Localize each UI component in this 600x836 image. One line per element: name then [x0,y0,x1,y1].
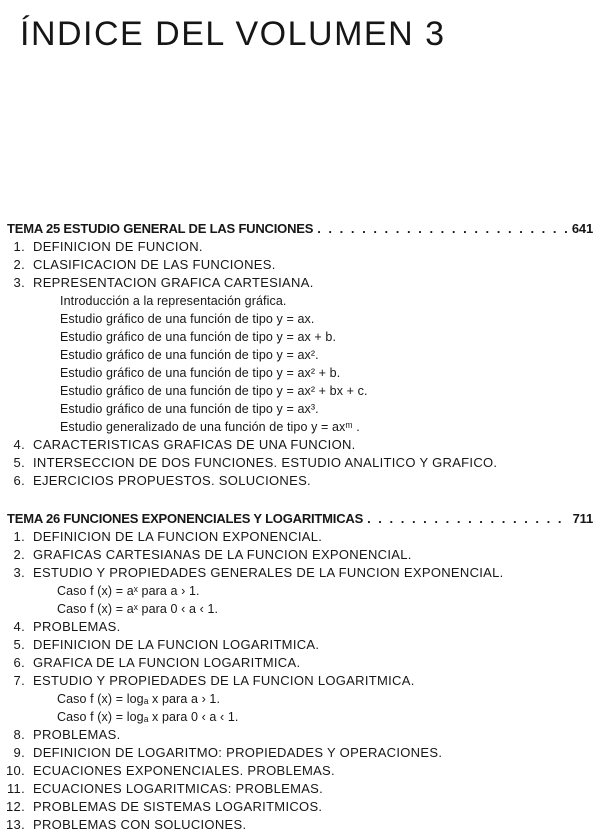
tema-title: TEMA 26 FUNCIONES EXPONENCIALES Y LOGARITMICAS [7,511,364,526]
toc-subitem: Estudio generalizado de una función de tipo y = axᵐ . [60,420,360,434]
item-label: PROBLEMAS. [33,727,121,742]
item-number: 1. [13,239,25,254]
tema-page-number: 641 [571,221,593,236]
item-label: CARACTERISTICAS GRAFICAS DE UNA FUNCION. [33,437,356,452]
item-label: CLASIFICACION DE LAS FUNCIONES. [33,257,276,272]
page-title: ÍNDICE DEL VOLUMEN 3 [20,15,446,53]
toc-item [0,564,600,582]
tema-page-number: 711 [572,511,593,526]
item-number: 13. [6,817,25,832]
toc-subitem: Caso f (x) = aˣ para a › 1. [57,584,200,598]
toc-item [0,762,600,780]
tema-header [7,220,593,238]
item-number: 10. [6,763,25,778]
item-label: ESTUDIO Y PROPIEDADES DE LA FUNCION LOGARITMICA. [33,673,415,688]
item-label: EJERCICIOS PROPUESTOS. SOLUCIONES. [33,473,311,488]
toc-item [0,726,600,744]
item-number: 8. [13,727,25,742]
toc-item [0,618,600,636]
toc-subitem: Estudio gráfico de una función de tipo y = ax² + bx + c. [60,384,368,398]
toc-item [0,528,600,546]
item-label: DEFINICION DE LOGARITMO: PROPIEDADES Y OPERACIONES. [33,745,443,760]
item-label: ESTUDIO Y PROPIEDADES GENERALES DE LA FUNCION EXPONENCIAL. [33,565,504,580]
item-number: 6. [13,655,25,670]
item-number: 2. [13,547,25,562]
toc-item [0,472,600,490]
toc-item [0,780,600,798]
item-label: PROBLEMAS DE SISTEMAS LOGARITMICOS. [33,799,323,814]
toc-item [0,654,600,672]
item-label: GRAFICA DE LA FUNCION LOGARITMICA. [33,655,301,670]
item-label: ECUACIONES EXPONENCIALES. PROBLEMAS. [33,763,335,778]
toc-subitem: Estudio gráfico de una función de tipo y = ax + b. [60,330,337,344]
item-number: 5. [13,637,25,652]
toc-subitem: Estudio gráfico de una función de tipo y = ax³. [60,402,319,416]
item-label: REPRESENTACION GRAFICA CARTESIANA. [33,275,314,290]
toc-item [0,274,600,292]
item-label: DEFINICION DE LA FUNCION LOGARITMICA. [33,637,320,652]
item-number: 9. [13,745,25,760]
item-label: DEFINICION DE LA FUNCION EXPONENCIAL. [33,529,323,544]
item-number: 5. [13,455,25,470]
toc-subitem: Caso f (x) = logₐ x para 0 ‹ a ‹ 1. [57,710,239,724]
item-number: 2. [13,257,25,272]
toc-item [0,256,600,274]
toc-item [0,238,600,256]
item-label: DEFINICION DE FUNCION. [33,239,203,254]
toc-subitem: Estudio gráfico de una función de tipo y = ax². [60,348,319,362]
toc-item [0,816,600,834]
toc-item [0,546,600,564]
toc-item [0,454,600,472]
tema-26-section [0,510,600,834]
dot-leader [367,510,569,528]
toc-subitem: Estudio gráfico de una función de tipo y = ax. [60,312,315,326]
item-number: 12. [6,799,25,814]
item-number: 4. [13,619,25,634]
toc-subitem: Caso f (x) = aˣ para 0 ‹ a ‹ 1. [57,602,219,616]
toc-subitem: Caso f (x) = logₐ x para a › 1. [57,692,221,706]
toc-item [0,798,600,816]
item-number: 6. [13,473,25,488]
toc-subitem: Introducción a la representación gráfica. [60,294,287,308]
dot-leader [317,220,568,238]
tema-25-section [0,220,600,490]
item-number: 3. [13,565,25,580]
toc-item [0,436,600,454]
item-number: 11. [6,781,25,796]
item-number: 3. [13,275,25,290]
toc-item [0,636,600,654]
toc-subitem: Estudio gráfico de una función de tipo y = ax² + b. [60,366,341,380]
item-number: 4. [13,437,25,452]
toc-item [0,672,600,690]
item-number: 7. [13,673,25,688]
tema-header [7,510,593,528]
item-label: PROBLEMAS CON SOLUCIONES. [33,817,247,832]
item-label: ECUACIONES LOGARITMICAS: PROBLEMAS. [33,781,324,796]
item-label: INTERSECCION DE DOS FUNCIONES. ESTUDIO ANALITICO Y GRAFICO. [33,455,498,470]
item-label: PROBLEMAS. [33,619,121,634]
item-number: 1. [13,529,25,544]
tema-title: TEMA 25 ESTUDIO GENERAL DE LAS FUNCIONES [7,221,314,236]
item-label: GRAFICAS CARTESIANAS DE LA FUNCION EXPONENCIAL. [33,547,412,562]
toc-item [0,744,600,762]
